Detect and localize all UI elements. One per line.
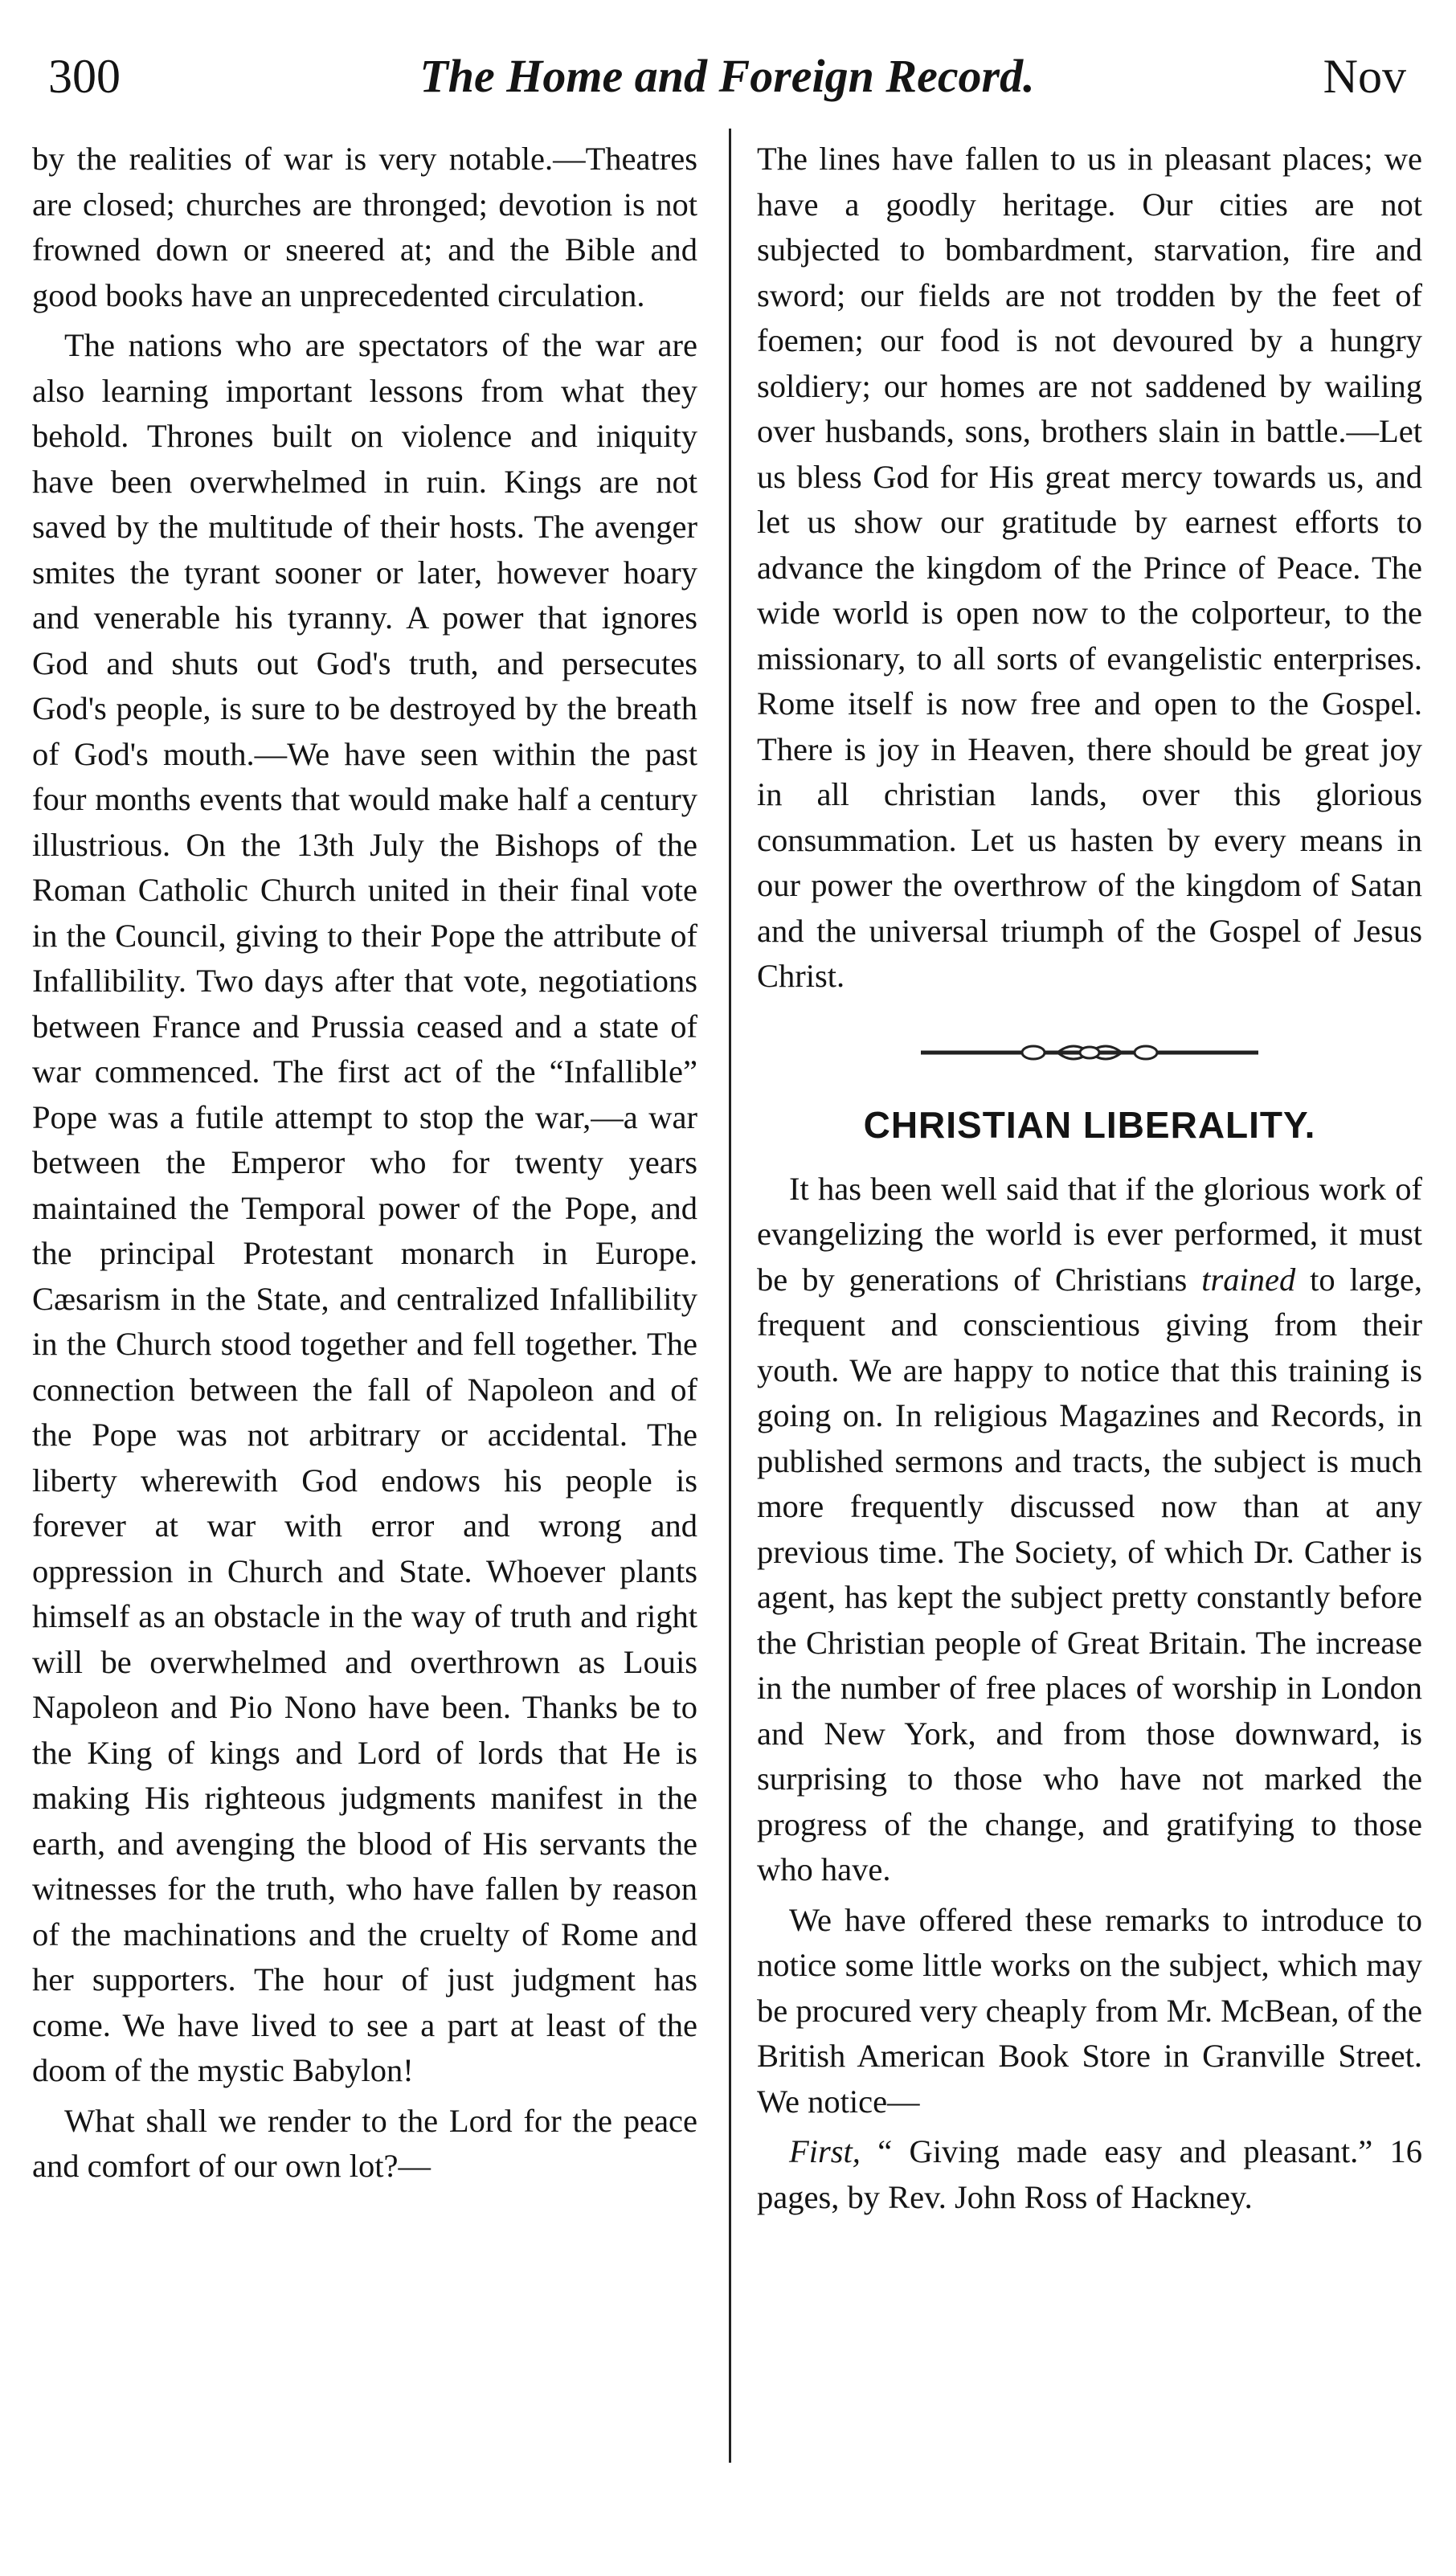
running-title: The Home and Foreign Record. (419, 50, 1035, 102)
left-paragraph-3: What shall we render to the Lord for the peace and comfort of our own lot?— (32, 2102, 697, 2184)
section-heading: CHRISTIAN LIBERALITY. (863, 1103, 1316, 1146)
right-paragraph-4 (757, 2129, 1422, 2220)
right-paragraph-3: We have offered these remarks to introduce to notice some little works on the subject, which may be procured very cheaply from Mr. McBean, of the British American Book Store in Granville Street. We notice— (757, 1901, 1422, 2120)
emphasized-word: trained (1201, 1261, 1296, 1298)
list-item-text: “ Giving made easy and pleasant.” 16 pages, by Rev. John Ross of Hackney. (757, 2133, 1422, 2215)
right-paragraph-2-end: to large, frequent and conscientious giving from their youth. We are happy to notice that this training is going on. In religious Magazines and Records, in published sermons and tracts, the subject is much more frequently discussed now than at any previous time. The Society, of which Dr. Cather is agent, has kept the subject pretty constantly before the Christian people of Great Britain. The increase in the number of free places of worship in London and New York, and from those downward, is surprising to those who have not marked the progress of the change, and gratifying to those who have. (757, 1261, 1422, 1887)
left-column (32, 137, 697, 2194)
column-divider-rule (729, 129, 731, 2463)
right-paragraph-2-start: It has been well said that if the glorious work of evangelizing the world is ever performed, it must be by generations of Christians (757, 1170, 1422, 1298)
list-lead-word: First, (789, 2133, 861, 2169)
issue-month: Nov (1323, 50, 1406, 103)
page-header (48, 32, 1406, 121)
right-paragraph-2 (757, 1167, 1422, 1893)
page-number: 300 (48, 50, 121, 103)
left-paragraph-1: by the realities of war is very notable.—Theatres are closed; churches are thronged; devotion is not frowned down or sneered at; and the Bible and good books have an unprecedented circulation. (32, 141, 697, 313)
ornamental-divider (921, 1037, 1258, 1069)
left-paragraph-2: The nations who are spectators of the war are also learning important lessons from what they behold. Thrones built on violence and iniquity have been overwhelmed in ruin. Kings are not saved by the multitude of their hosts. The avenger smites the tyrant sooner or later, however hoary and venerable his tyranny. A power that ignores God and shuts out God's truth, and persecutes God's people, is sure to be destroyed by the breath of God's mouth.—We have seen within the past four months events that would make half a century illustrious. On the 13th July the Bishops of the Roman Catholic Church united in their final vote in the Council, giving to their Pope the attribute of Infallibility. Two days after that vote, negotiations between France and Prussia ceased and a state of war commenced. The first act of the “Infallible” Pope was a futile attempt to stop the war,—a war between the Emperor who for twenty years maintained the Temporal power of the Pope, and the principal Protestant monarch in Europe. Cæsarism in the State, and centralized Infallibility in the Church stood together and fell together. The connection between the fall of Napoleon and of the Pope was not arbitrary or accidental. The liberty wherewith God endows his people is forever at war with error and wrong and oppression in Church and State. Whoever plants himself as an obstacle in the way of truth and right will be overwhelmed and overthrown as Louis Napoleon and Pio Nono have been. Thanks be to the King of kings and Lord of lords that He is making His righteous judgments manifest in the earth, and avenging the blood of His servants the witnesses for the truth, who have fallen by reason of the machinations and the cruelty of Rome and her supporters. The hour of just judgment has come. We have lived to see a part at least of the doom of the mystic Babylon! (32, 327, 697, 2088)
right-column (757, 137, 1422, 2225)
right-paragraph-1: The lines have fallen to us in pleasant places; we have a goodly heritage. Our cities are not subjected to bombardment, starvation, fire and sword; our fields are not trodden by the feet of foemen; our food is not devoured by a hungry soldiery; our homes are not saddened by wailing over husbands, sons, brothers slain in battle.—Let us bless God for His great mercy towards us, and let us show our gratitude by earnest efforts to advance the kingdom of the Prince of Peace. The wide world is open now to the colporteur, to the missionary, to all sorts of evangelistic enterprises. Rome itself is now free and open to the Gospel. There is joy in Heaven, there should be great joy in all christian lands, over this glorious consummation. Let us hasten by every means in our power the overthrow of the kingdom of Satan and the universal triumph of the Gospel of Jesus Christ. (757, 141, 1422, 994)
